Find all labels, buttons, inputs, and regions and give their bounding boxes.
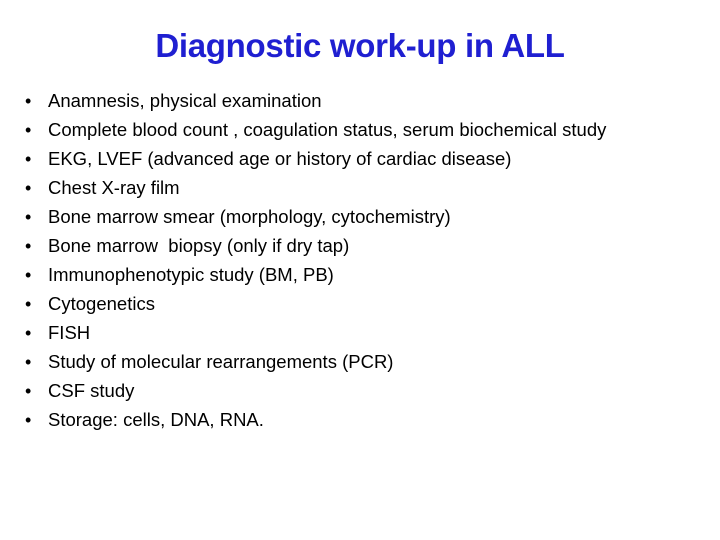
- list-item: [25, 289, 606, 318]
- list-item: [25, 260, 606, 289]
- list-item: [25, 376, 606, 405]
- bullet-text: Storage: cells, DNA, RNA.: [48, 409, 264, 430]
- bullet-marker: •: [25, 323, 32, 343]
- bullet-text: Complete blood count , coagulation status, serum biochemical study: [48, 119, 607, 140]
- bullet-text: FISH: [48, 322, 91, 343]
- bullet-list: [25, 86, 606, 434]
- bullet-text: CSF study: [48, 380, 135, 401]
- list-item: [25, 86, 606, 115]
- bullet-marker: •: [25, 294, 32, 314]
- bullet-marker: •: [25, 91, 32, 111]
- bullet-text: Cytogenetics: [48, 293, 155, 314]
- bullet-text: Bone marrow biopsy (only if dry tap): [48, 235, 350, 256]
- list-item: [25, 173, 606, 202]
- bullet-marker: •: [25, 265, 32, 285]
- list-item: [25, 144, 606, 173]
- bullet-marker: •: [25, 381, 32, 401]
- bullet-text: EKG, LVEF (advanced age or history of cardiac disease): [48, 148, 512, 169]
- bullet-text: Study of molecular rearrangements (PCR): [48, 351, 394, 372]
- bullet-marker: •: [25, 236, 32, 256]
- list-item: [25, 318, 606, 347]
- list-item: [25, 115, 606, 144]
- bullet-marker: •: [25, 149, 32, 169]
- bullet-marker: •: [25, 352, 32, 372]
- bullet-text: Chest X-ray film: [48, 177, 180, 198]
- bullet-text: Anamnesis, physical examination: [48, 90, 322, 111]
- bullet-marker: •: [25, 410, 32, 430]
- bullet-marker: •: [25, 207, 32, 227]
- slide-title: Diagnostic work-up in ALL: [155, 27, 565, 64]
- list-item: [25, 231, 606, 260]
- list-item: [25, 405, 606, 434]
- bullet-text: Bone marrow smear (morphology, cytochemistry): [48, 206, 451, 227]
- list-item: [25, 202, 606, 231]
- bullet-marker: •: [25, 178, 32, 198]
- bullet-marker: •: [25, 120, 32, 140]
- bullet-text: Immunophenotypic study (BM, PB): [48, 264, 334, 285]
- list-item: [25, 347, 606, 376]
